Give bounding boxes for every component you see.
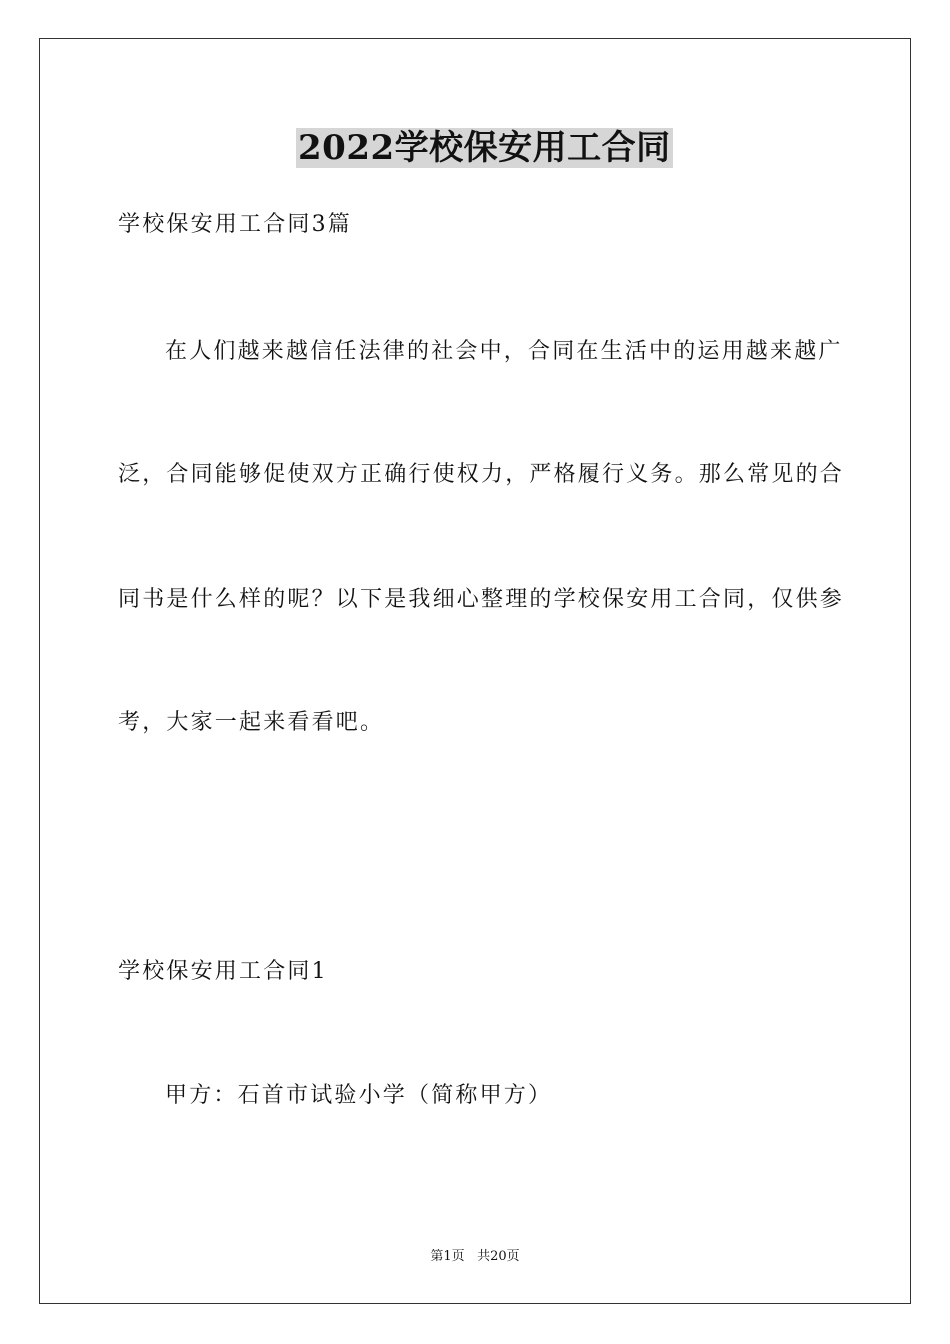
page-total: 共20页 [477, 1249, 520, 1264]
document-subtitle: 学校保安用工合同3篇 [118, 212, 352, 237]
party-a-line: 甲方：石首市试验小学（简称甲方） [165, 1083, 553, 1108]
page-number: 第1页 [430, 1249, 465, 1264]
intro-line-1: 在人们越来越信任法律的社会中，合同在生活中的运用越来越广 [165, 339, 843, 364]
document-title: 2022学校保安用工合同 [298, 128, 671, 168]
footer-spacer [465, 1249, 477, 1264]
page-footer [0, 1249, 950, 1265]
section-heading: 学校保安用工合同1 [118, 959, 328, 984]
intro-line-2: 泛，合同能够促使双方正确行使权力，严格履行义务。那么常见的合 [118, 462, 845, 487]
intro-line-3: 同书是什么样的呢？以下是我细心整理的学校保安用工合同，仅供参 [118, 587, 845, 612]
intro-line-4: 考，大家一起来看看吧。 [118, 710, 385, 735]
